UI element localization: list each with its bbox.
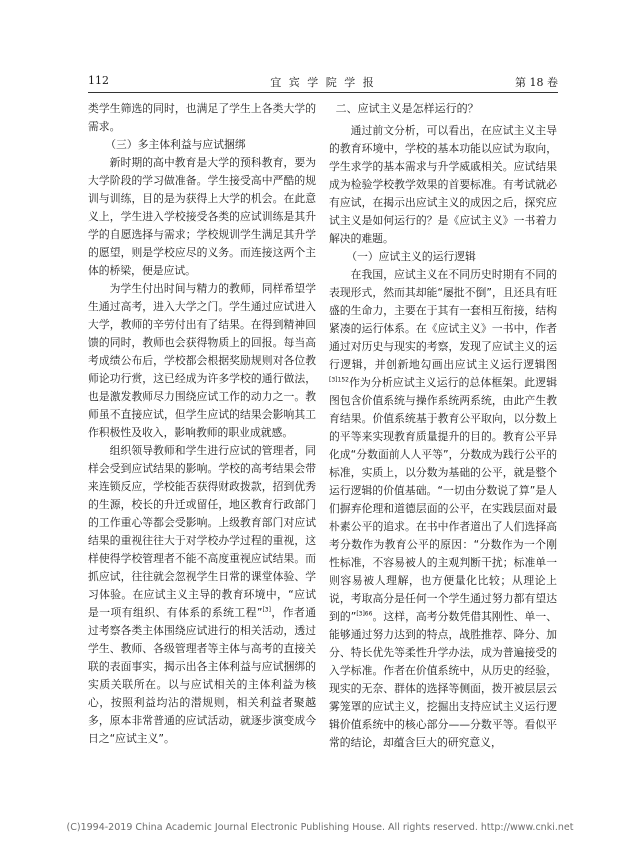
subsection-heading: （一）应试主义的运行逻辑 bbox=[346, 250, 476, 263]
paragraph-text: 在我国，应试主义在不同历史时期有不同的表现形式，然而其却能“屡批不倒”，且还具有旺盛的生命力，主要在于其有一套相互衔接，结构紧凑的运行体系。在《应试主义》一书中，作者通过对历史与现实的考察，发现了应试主义的运行逻辑，并创新地勾画出应试主义运行逻辑图 bbox=[329, 268, 557, 371]
paragraph: 为学生付出时间与精力的教师，同样希望学生通过高考，进入大学之门。学生通过应试进入大学，教师的辛劳付出有了结果。在得到精神回馈的同时，教师也会获得物质上的回报。每当高考成绩公布后，学校都会根据奖励规则对各位教师论功行赏，这已经成为许多学校的通行做法，也是激发教师尽力围绕应试工作的动力之一。教师虽不直接应试，但学生应试的结果会影响其工作积极性及收入，影响教师的职业成就感。 bbox=[88, 282, 316, 439]
volume-label: 第 18 卷 bbox=[515, 76, 558, 89]
paragraph-text: 。这样，高考分数凭借其刚性、单一、能够通过努力达到的特点，战胜推荐、降分、加分、特长优先等柔性升学办法，成为普遍接受的入学标准。作者在价值系统中，从历史的经验，现实的无奈、群体的选择等侧面，拨开被层层云雾笼罩的应试主义，挖掘出支持应试主义运行逻辑价值系统中的核心部分——分数平等。看似平常的结论，却蕴含巨大的研究意义， bbox=[329, 610, 558, 749]
paragraph bbox=[329, 266, 557, 752]
copyright-footer: (C)1994-2019 China Academic Journal Electronic Publishing House. All rights reserved. http://www.cnki.net bbox=[66, 822, 574, 833]
left-column bbox=[88, 100, 316, 748]
subsection-heading: （三）多主体利益与应试捆绑 bbox=[105, 138, 246, 151]
paragraph-text: 作为分析应试主义运行的总体框架。此逻辑图包含价值系统与操作系统两系统，由此产生教育结果。价值系统基于教育公平取向，以分数上的平等来实现教育质量提升的目的。教育公平异化成“分数面前人人平等”，分数成为践行公平的标准，实质上，以分数为基础的公平，就是整个运行逻辑的价值基础。“一切由分数说了算”是人们摒弃伦理和道德层面的公平，在实践层面对最朴素公平的追求。在书中作者道出了人们选择高考分数作为教育公平的原因：“分数作为一个刚性标准，不容易被人的主观判断干扰；标准单一则容易被人理解，也方便量化比较；从理论上说，考取高分是任何一个学生通过努力都有望达到的” bbox=[329, 376, 557, 623]
page-number: 112 bbox=[88, 74, 109, 87]
section-heading: 二、应试主义是怎样运行的？ bbox=[335, 102, 479, 115]
paragraph: 通过前文分析，可以看出，在应试主义主导的教育环境中，学校的基本功能以应试为取向，学生求学的基本需求与升学威戚相关。应试结果成为检验学校教学效果的首要标准。有考试就必有应试，在揭示出应试主义的成因之后，探究应试主义是如何运行的？是《应试主义》一书着力解决的难题。 bbox=[329, 124, 557, 245]
paragraph-text: ，作者通过考察各类主体围绕应试进行的相关活动，透过学生、教师、各级管理者等主体与高考的直接关联的表面事实，揭示出各主体利益与应试捆绑的实质关联所在。以与应试相关的主体利益为核心，按照利益均沾的潜规则，相关利益者聚越多，原本非常普通的应试活动，就逐步演变成今日之“应试主义”。 bbox=[88, 606, 317, 745]
header-divider bbox=[88, 92, 558, 93]
paragraph: 类学生筛选的同时，也满足了学生上各类大学的需求。 bbox=[88, 102, 316, 133]
citation: [3] bbox=[262, 606, 271, 614]
paragraph bbox=[88, 442, 316, 748]
citation: [3]66 bbox=[356, 610, 373, 618]
paragraph: 新时期的高中教育是大学的预科教育，要为大学阶段的学习做准备。学生接受高中严酷的规训与训练，目的是为获得上大学的机会。在此意义上，学生进入学校接受各类的应试训练是其升学的自愿选择与需求；学校规训学生满足其升学的愿望，则是学校应尽的义务。而连接这两个主体的桥梁，便是应试。 bbox=[88, 156, 316, 277]
paragraph-text: 组织领导教师和学生进行应试的管理者，同样会受到应试结果的影响。学校的高考结果会带来连锁反应，学校能否获得财政拨款，招到优秀的生源，校长的升迁或留任，地区教育行政部门的工作重心等都会受影响。上级教育部门对应试结果的重视往往大于对学校办学过程的重视，这样使得学校管理者不能不高度重视应试结果。而抓应试，往往就会忽视学生日常的课堂体验、学习体验。在应试主义主导的教育环境中，“应试是一项有组织、有体系的系统工程” bbox=[88, 444, 316, 619]
page-header bbox=[88, 74, 558, 90]
journal-title: 宜 宾 学 院 学 报 bbox=[270, 76, 376, 89]
right-column bbox=[329, 100, 557, 752]
citation: [3]152 bbox=[329, 376, 349, 384]
